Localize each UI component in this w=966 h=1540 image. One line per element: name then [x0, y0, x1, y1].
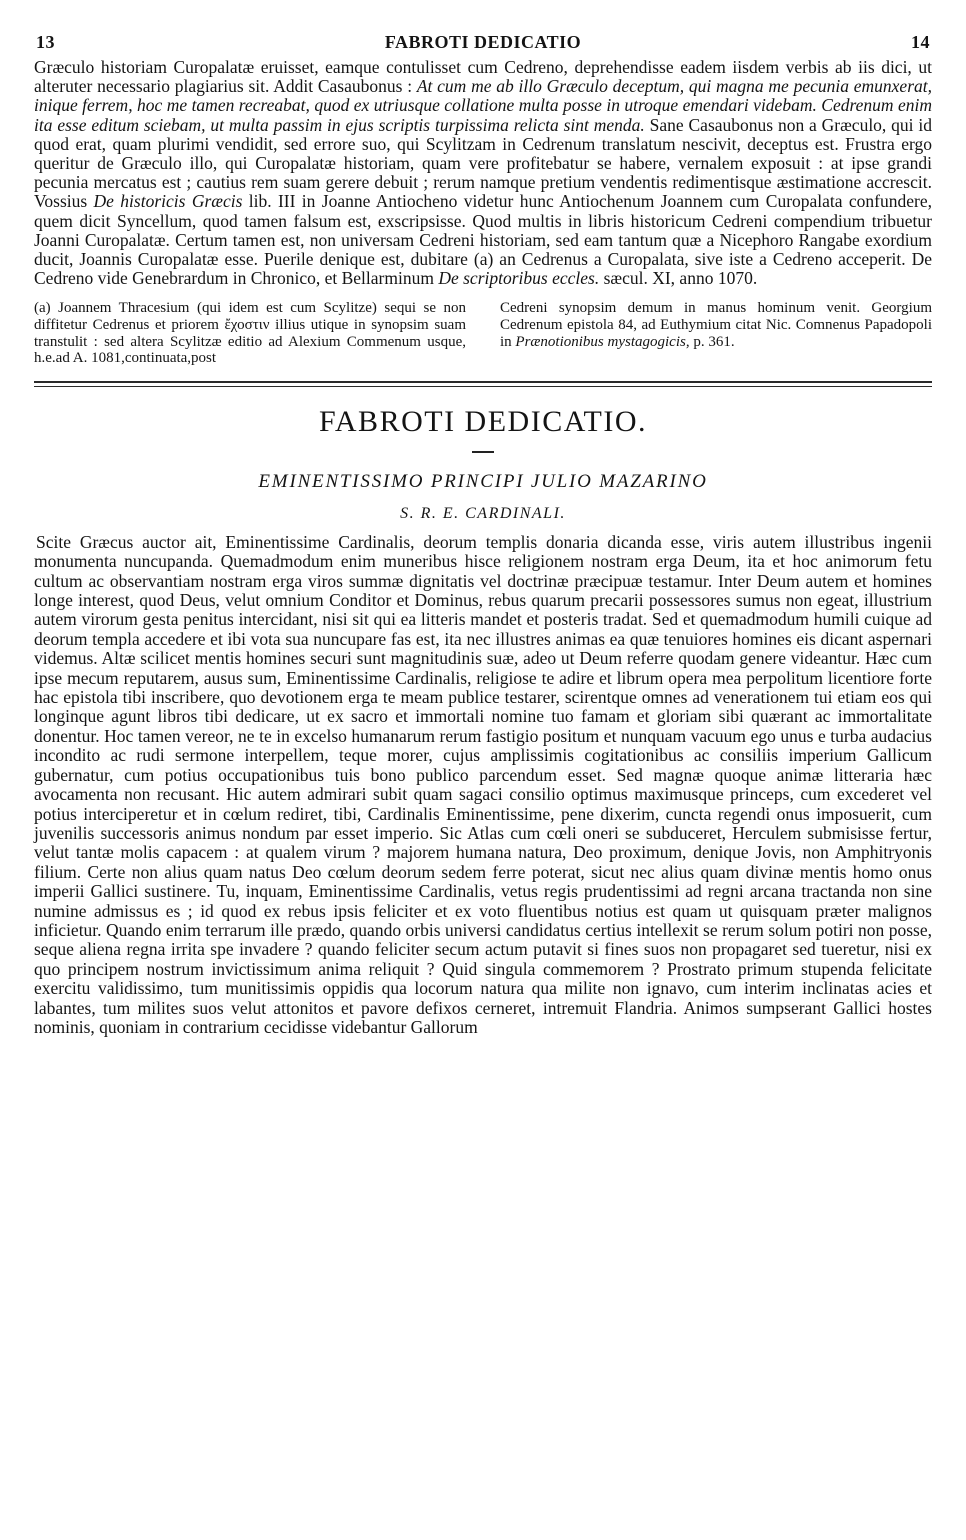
dedication-subsubtitle: S. R. E. CARDINALI. [400, 504, 566, 522]
footnote-left-column: (a) Joannem Thracesium (qui idem est cum Scylitze) sequi se non diffitetur Cedrenus et priorem ἔχοστιν illius utique in synopsim suam transtulit : sed altera Scylitzæ editio ad Alexium Commenum usque, h.e.ad A. 1081,continuata,post [34, 300, 466, 367]
footnotes [34, 300, 932, 366]
dedication-title: FABROTI DEDICATIO. [318, 404, 648, 438]
book-page [34, 32, 932, 1055]
running-head [34, 32, 932, 58]
paragraph-text: Græculo historiam Curopalatæ eruisset, eamque contulisset cum Cedreno, deprehendisse eadem iisdem verbis ab iis dici, ut alteruter necessario plagiarius sit. Addit Casaubonus : [34, 57, 932, 97]
footnote-work-title: Prænotionibus mystagogicis [515, 333, 686, 350]
footnote-text: Cedreni synopsim demum in manus hominum venit. Georgium Cedrenum epistola 84, ad Euthymium citat Nic. Comnenus Papadopoli in [500, 300, 932, 350]
section-divider [34, 381, 932, 383]
paragraph-text: Sane Casaubonus non a Græculo, qui id quod erat, quam plurimi vendidit, sed errore suo, qui Scylitzam in Cedrenum translatum nescivit, deceptus est. Frustra ergo queritur de Græculo illo, qui Curopalatæ historiam, quam vere profitebatur se habere, vernalem exposuit : at ipse grandi pecunia mercatus est ; cautius rem suam gerere debuit ; rerum namque pretium vendentis redimentisque æstimatione accrescit. Vossius [34, 114, 932, 212]
page-number-right: 14 [911, 32, 930, 52]
page-number-left: 13 [36, 32, 55, 52]
paragraph-text: lib. III in Joanne Antiocheno videtur hunc Antiochenum Joannem cum Curopalata confundere, quem dicit Syncellum, quod tamen falsum est, exscripsisse. Quod multis in libris historicum Cedreni compendium tribuetur Joanni Curopalatæ. Certum tamen est, non universam Cedreni historiam, sed eam tantum quæ a Nicephoro Rangabe exordium ducit, Joannis Curopalatæ esse. Puerile denique est, dubitare (a) an Cedrenus a Curopalata, sive iste a Cedreno acceperit. De Cedreno vide Genebrardum in Chronico, et Bellarminum [34, 191, 932, 289]
paragraph-text: sæcul. XI, anno 1070. [599, 268, 758, 289]
work-title: De historicis Græcis [93, 191, 243, 212]
dedication-body: Scite Græcus auctor ait, Eminentissime Cardinalis, deorum templis donaria dicanda esse, viris autem illustribus ingenii monumenta nuncupanda. Quemadmodum enim muneribus hisce religionem nostram erga Deum, ita et hoc animorum fetu cultum ac observantiam nostram erga viros summæ dignitatis vel doctrinæ præcipuæ testamur. Inter Deum autem et homines longe interest, quod Deus, velut omnium Conditor et Dominus, rebus quarum precarii possessores sumus non egeat, illustrium autem virorum gesta penitus intercidant, nisi sit qui ea litteris mandet et posteris tradat. Sed et quemadmodum humili cuique ad deorum templa accedere et ibi vota sua nuncupare fas est, ita nec illustres animas ea quæ tenuiores homines eis dicant aspernari videmus. Altæ scilicet mentis homines securi sunt magnitudinis suæ, adeo ut Deum referre quodam genere videantur. Hæc cum ipse mecum reputarem, ausus sum, Eminentissime Cardinalis, religiose te adire et librum opera mea perpolitum licentiore forte hac epistola tibi inscribere, quo devotionem erga te meam publice testarer, scirentque omnes ad venerationem tui etiam eos qui longinque agunt libros tibi dedicare, ut ex sacro et immortali nomine tuo famam et gloriam sibi quærant ac immortalitate donentur. Hoc tamen vereor, ne te in excelso humanarum rerum fastigio positum et nunquam vacuum ego unus e turba audacius incondito ac rudi sermone interpellem, teque morer, cujus amplissimis cogitationibus ac consiliis imperium Gallicum gubernatur, cum potius occupationibus tuis bono publico parcendum esset. Sed magnæ quoque animæ litteraria hæc avocamenta non recusant. Hic autem admirari subit quam sagaci consilio optimus maximusque princeps, cum excederet vel potius interciperetur et in cœlum rediret, tibi, Cardinalis Eminentissime, pene dixerim, cuncta regendi onus imposuerit, cum juvenilis successoris animus nondum par esset imperio. Sic Atlas cum cœli oneri se subduceret, Herculem submisisse fertur, velut tantæ molis capacem : at qualem virum ? majorem humana natura, Deo proximum, denique Jovis, non Amphitryonis filium. Certe non alius quam natus Deo cœlum deorum sedem ferre poterat, sicut nec alius quam divinæ mentis homo onus imperii Gallici sustinere. Tu, inquam, Eminentissime Cardinalis, vetus regis prudentissimi ad regni arcana tractanda non sine numine admissus es ; id quod ex rebus ipsis feliciter et ex voto fluentibus notius est quam ut quisquam præter malignos inficietur. Quando enim terrarum ille prædo, quando orbis universi candidatus certius intellexit se rerum solum potiri non posse, seque aliena regna irrita spe invadere ? quando feliciter secum actum putavit si fines suos non propagaret sed tueretur, nisi ex quo principem nostrum invictissimum anima reliquit ? Quid singula commemorem ? Prostrato primum stupenda felicitate exercitu validissimo, tum munitissimis oppidis qua locorum natura qua milite non ignavo, cum interim inclinatas acies et labantes, tum milites suos velut attonitos et pavore defixos cerneret, intremuit Flandria. Animos sumpserant Gallici hostes nominis, quoniam in contrarium cecidisse videbantur Gallorum [34, 531, 932, 1037]
footnote-right-column [500, 300, 932, 366]
work-title: De scriptoribus eccles. [438, 268, 600, 289]
running-title: FABROTI DEDICATIO [384, 32, 582, 52]
continued-paragraph [34, 58, 932, 288]
title-dash [472, 451, 494, 453]
footnote-text: , p. 361. [685, 333, 735, 350]
dedication-subtitle: EMINENTISSIMO PRINCIPI JULIO MAZARINO [258, 470, 708, 492]
section-divider-thin [34, 386, 932, 387]
casaubon-quote: At cum me ab illo Græculo deceptum, qui magna me pecunia emunxerat, inique ferrem, hoc me tamen recreabat, quod ex utriusque collatione multa posse in utroque emendari videbam. Cedrenum enim ita esse editum sciebam, ut multa passim in ejus scriptis turpissima relicta sint menda. [34, 76, 932, 135]
